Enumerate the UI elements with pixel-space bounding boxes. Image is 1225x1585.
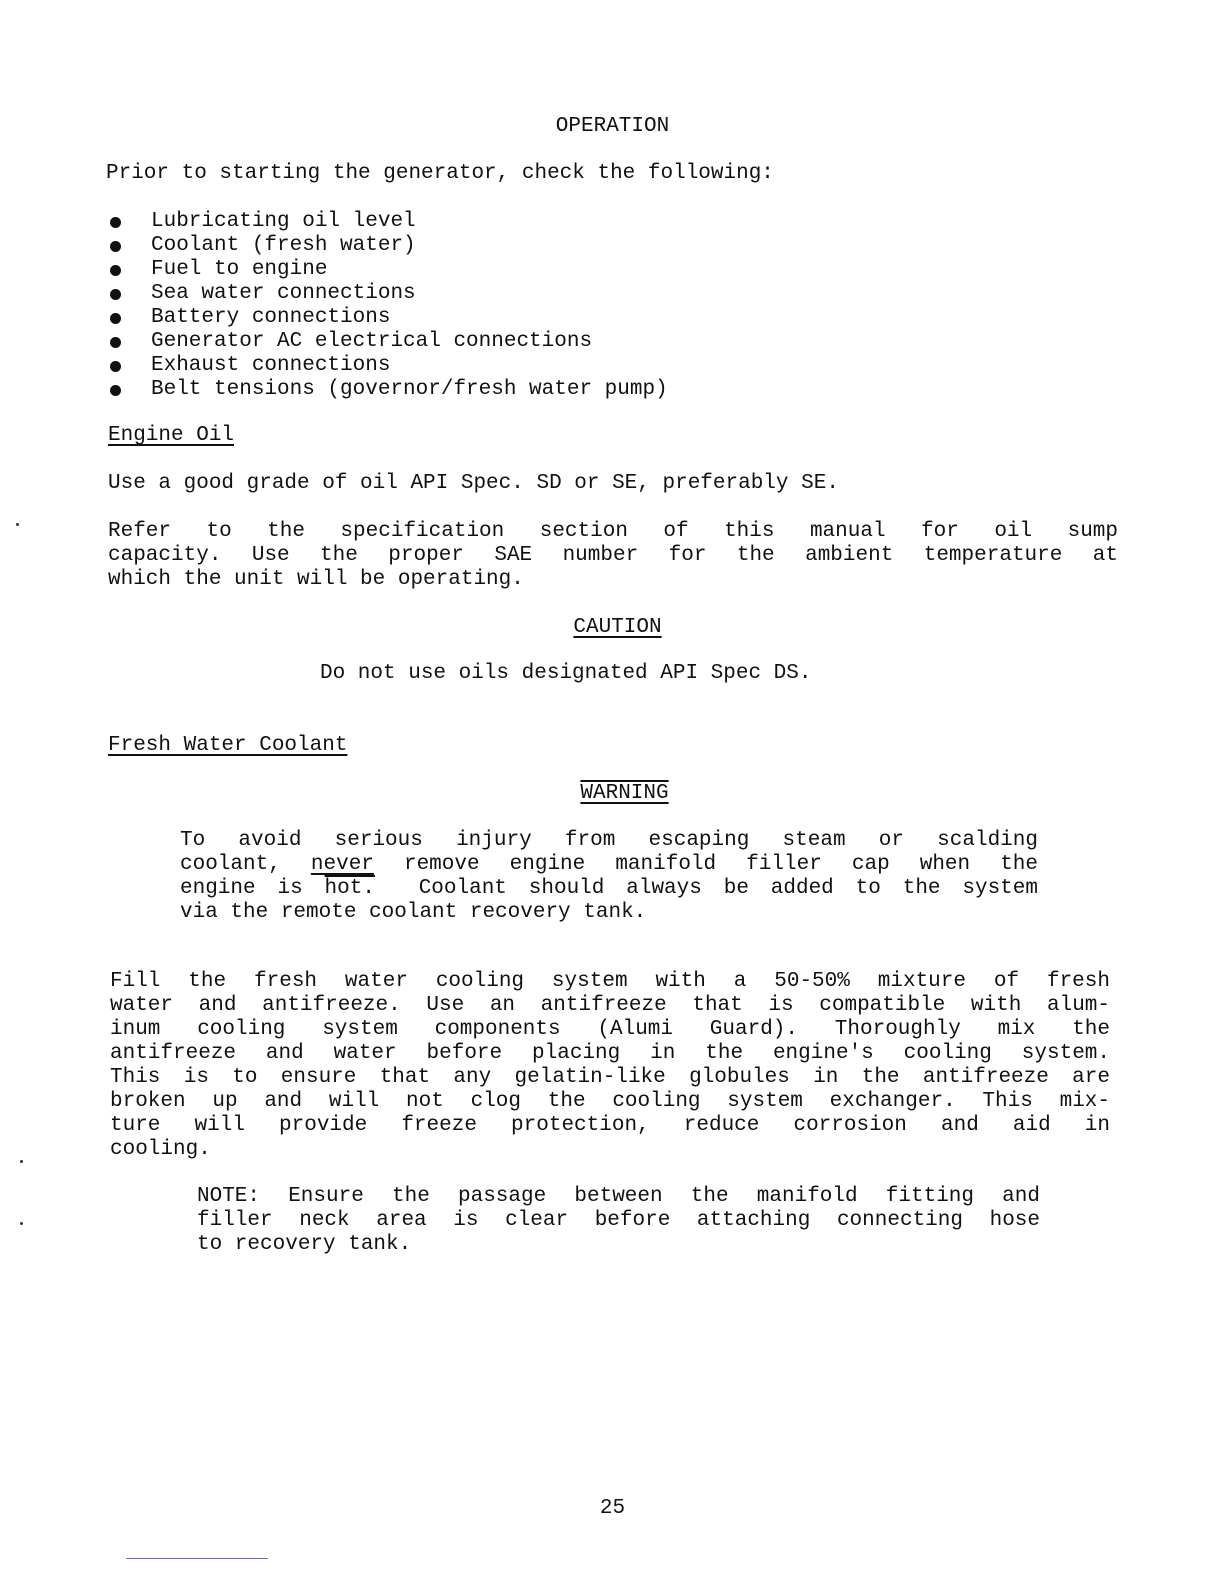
fresh-water-fill-paragraph (110, 970, 1110, 1162)
page-title: OPERATION (555, 115, 670, 138)
engine-oil-grade-text: Use a good grade of oil API Spec. SD or SE, preferably SE. (108, 472, 839, 495)
page-number: 25 (599, 1497, 626, 1520)
warning-text (180, 829, 1038, 925)
bullet-icon (110, 289, 121, 300)
bullet-icon (110, 217, 121, 228)
list-item: Battery connections (108, 306, 668, 330)
bullet-icon (110, 265, 121, 276)
scan-speck (16, 523, 19, 526)
caution-text: Do not use oils designated API Spec DS. (320, 662, 812, 685)
list-item: Coolant (fresh water) (108, 234, 668, 258)
paragraph-line: coolant, never remove engine manifold filler cap when the (180, 853, 1039, 876)
intro-text: Prior to starting the generator, check the following: (106, 162, 774, 185)
paragraph-line: inum cooling system components (Alumi Guard). Thoroughly mix the (110, 1018, 1110, 1041)
paragraph-line: Fill the fresh water cooling system with a 50-50% mixture of fresh (110, 970, 1110, 993)
paragraph-line: To avoid serious injury from escaping steam or scalding (180, 829, 1038, 852)
paragraph-line: filler neck area is clear before attaching connecting hose (197, 1209, 1040, 1232)
paragraph-line: cooling. (110, 1138, 211, 1161)
engine-oil-heading: Engine Oil (108, 424, 235, 447)
paragraph-line: via the remote coolant recovery tank. (180, 901, 647, 924)
list-item: Lubricating oil level (108, 210, 668, 234)
paragraph-line: broken up and will not clog the cooling system exchanger. This mix- (110, 1090, 1110, 1113)
paragraph-line: water and antifreeze. Use an antifreeze that is compatible with alum- (110, 994, 1110, 1017)
list-item: Fuel to engine (108, 258, 668, 282)
emphasis-never: never (310, 853, 374, 876)
paragraph-line: ture will provide freeze protection, reduce corrosion and aid in (110, 1114, 1110, 1137)
bottom-rule (126, 1558, 268, 1559)
bullet-icon (110, 241, 121, 252)
paragraph-line: to recovery tank. (197, 1233, 412, 1256)
engine-oil-capacity-paragraph (108, 520, 1118, 592)
list-item: Generator AC electrical connections (108, 330, 668, 354)
bullet-icon (110, 361, 121, 372)
paragraph-line: capacity. Use the proper SAE number for the ambient temperature at (108, 544, 1118, 567)
bullet-icon (110, 313, 121, 324)
scan-speck (20, 1222, 23, 1225)
list-item: Exhaust connections (108, 354, 668, 378)
caution-heading: CAUTION (573, 616, 662, 639)
bullet-icon (110, 337, 121, 348)
paragraph-line: engine is hot. Coolant should always be added to the system (180, 877, 1038, 900)
list-item: Belt tensions (governor/fresh water pump) (108, 378, 668, 402)
bullet-icon (110, 385, 121, 396)
paragraph-line: Refer to the specification section of this manual for oil sump (108, 520, 1118, 543)
emphasis-hot: hot. (324, 877, 375, 900)
paragraph-line: NOTE: Ensure the passage between the manifold fitting and (197, 1185, 1040, 1208)
list-item: Sea water connections (108, 282, 668, 306)
scan-speck (20, 1160, 23, 1163)
note-text (197, 1185, 1040, 1257)
paragraph-line: which the unit will be operating. (108, 568, 524, 591)
checklist (108, 210, 668, 402)
paragraph-line: This is to ensure that any gelatin-like globules in the antifreeze are (110, 1066, 1110, 1089)
fresh-water-coolant-heading: Fresh Water Coolant (108, 734, 348, 757)
warning-heading: WARNING (580, 782, 669, 805)
paragraph-line: antifreeze and water before placing in the engine's cooling system. (110, 1042, 1110, 1065)
